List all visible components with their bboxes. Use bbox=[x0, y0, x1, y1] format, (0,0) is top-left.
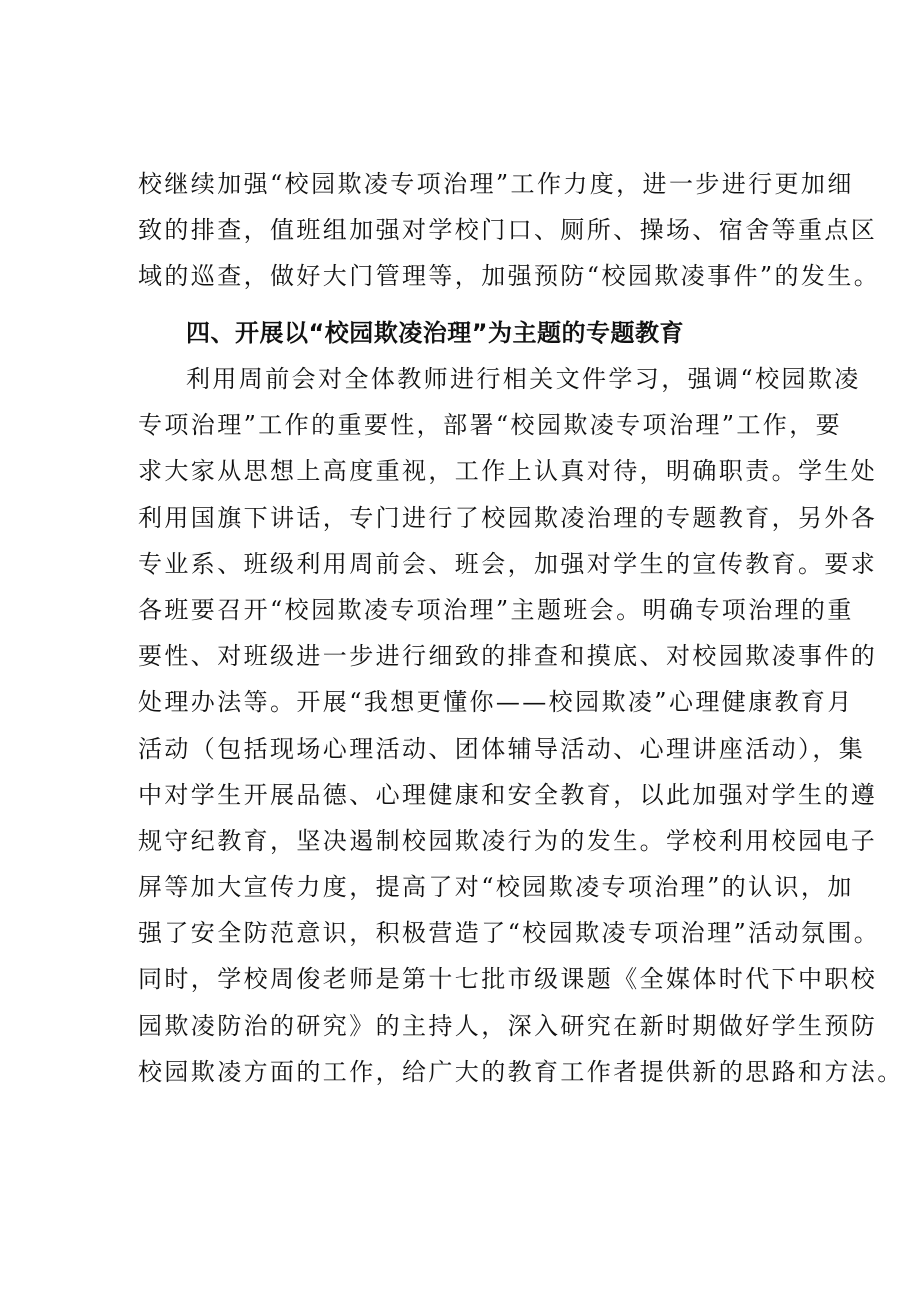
text-line: 专业系、班级利用周前会、班会，加强对学生的宣传教育。要求 bbox=[138, 549, 878, 578]
text-line: 同时，学校周俊老师是第十七批市级课题《全媒体时代下中职校 bbox=[138, 965, 878, 994]
section-heading: 四、开展以“校园欺凌治理”为主题的专题教育 bbox=[186, 319, 685, 347]
text-line: 域的巡查，做好大门管理等，加强预防“校园欺凌事件”的发生。 bbox=[138, 262, 881, 291]
body-paragraph bbox=[138, 356, 904, 1095]
text-line: 利用国旗下讲话，专门进行了校园欺凌治理的专题教育，另外各 bbox=[138, 503, 878, 532]
text-line: 园欺凌防治的研究》的主持人，深入研究在新时期做好学生预防 bbox=[138, 1011, 878, 1040]
text-line: 屏等加大宣传力度，提高了对“校园欺凌专项治理”的认识，加 bbox=[138, 873, 854, 902]
text-line: 专项治理”工作的重要性，部署“校园欺凌专项治理”工作，要 bbox=[138, 411, 843, 440]
text-line: 规守纪教育，坚决遏制校园欺凌行为的发生。学校利用校园电子 bbox=[138, 826, 878, 855]
text-line: 中对学生开展品德、心理健康和安全教育，以此加强对学生的遵 bbox=[138, 780, 878, 809]
text-line: 校继续加强“校园欺凌专项治理”工作力度，进一步进行更加细 bbox=[138, 170, 854, 198]
text-line: 校园欺凌方面的工作，给广大的教育工作者提供新的思路和方法。 bbox=[138, 1057, 904, 1086]
text-line: 利用周前会对全体教师进行相关文件学习，强调“校园欺凌 bbox=[186, 365, 861, 393]
text-line: 强了安全防范意识，积极营造了“校园欺凌专项治理”活动氛围。 bbox=[138, 919, 881, 948]
continuation-paragraph bbox=[138, 161, 881, 300]
text-line: 活动（包括现场心理活动、团体辅导活动、心理讲座活动），集 bbox=[138, 734, 866, 763]
text-line: 各班要召开“校园欺凌专项治理”主题班会。明确专项治理的重 bbox=[138, 595, 854, 624]
text-line: 处理办法等。开展“我想更懂你——校园欺凌”心理健康教育月 bbox=[138, 688, 854, 717]
text-line: 要性、对班级进一步进行细致的排查和摸底、对校园欺凌事件的 bbox=[138, 642, 878, 671]
text-line: 求大家从思想上高度重视，工作上认真对待，明确职责。学生处 bbox=[138, 457, 878, 486]
text-line: 致的排查，值班组加强对学校门口、厕所、操场、宿舍等重点区 bbox=[138, 216, 878, 245]
